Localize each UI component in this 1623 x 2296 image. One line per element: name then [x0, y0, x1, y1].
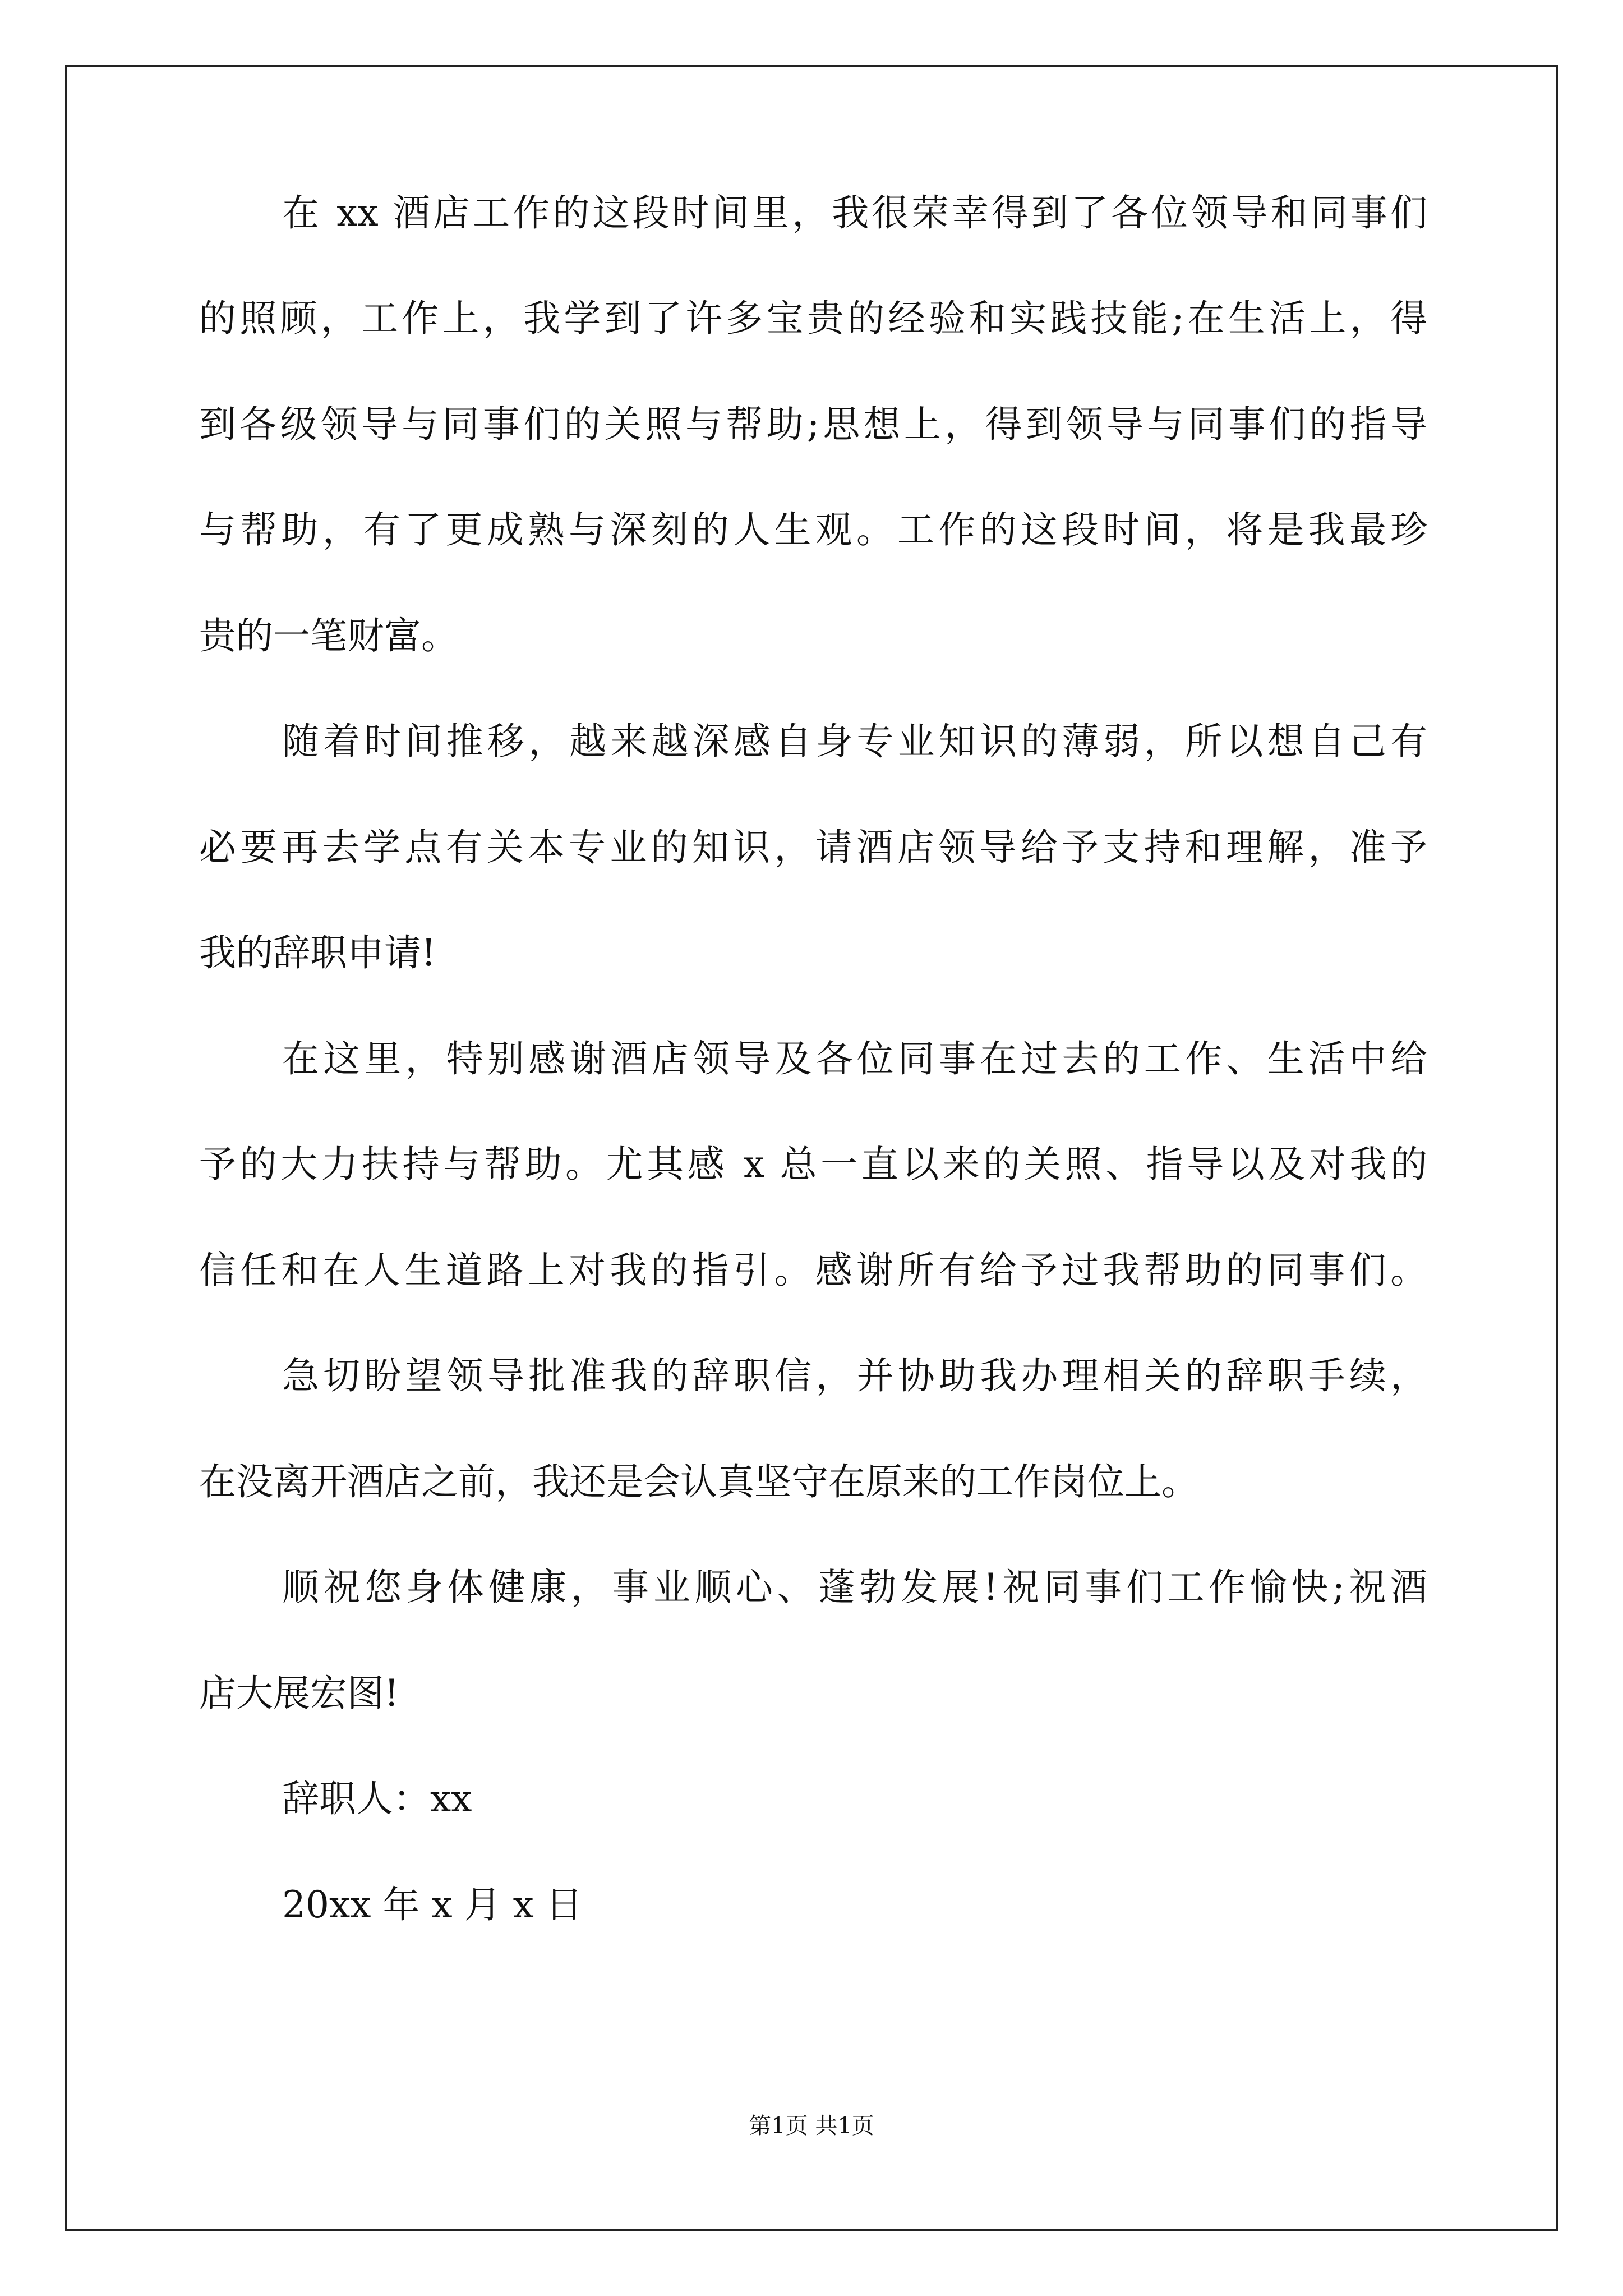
paragraph-2-line-3: 我的辞职申请! [199, 931, 436, 974]
paragraph-5-line-2: 店大展宏图! [199, 1672, 399, 1715]
paragraph-3-line-3: 信任和在人生道路上对我的指引。感谢所有给予过我帮助的同事们。 [199, 1249, 1427, 1292]
resignee-signature: 辞职人：xx [282, 1777, 472, 1820]
paragraph-4-line-1: 急切盼望领导批准我的辞职信，并协助我办理相关的辞职手续， [282, 1354, 1427, 1397]
paragraph-5-line-1: 顺祝您身体健康，事业顺心、蓬勃发展!祝同事们工作愉快;祝酒 [282, 1566, 1427, 1609]
paragraph-1-line-4: 与帮助，有了更成熟与深刻的人生观。工作的这段时间，将是我最珍 [199, 508, 1427, 551]
paragraph-1-line-3: 到各级领导与同事们的关照与帮助;思想上，得到领导与同事们的指导 [199, 403, 1427, 446]
paragraph-3-line-1: 在这里，特别感谢酒店领导及各位同事在过去的工作、生活中给 [282, 1037, 1427, 1080]
paragraph-1-line-1: 在 xx 酒店工作的这段时间里，我很荣幸得到了各位领导和同事们 [282, 191, 1427, 234]
paragraph-4-line-2: 在没离开酒店之前，我还是会认真坚守在原来的工作岗位上。 [199, 1460, 1198, 1503]
paragraph-3-line-2: 予的大力扶持与帮助。尤其感 x 总一直以来的关照、指导以及对我的 [199, 1143, 1427, 1186]
page-footer: 第1页 共1页 [749, 2113, 874, 2139]
paragraph-1-line-2: 的照顾，工作上，我学到了许多宝贵的经验和实践技能;在生活上，得 [199, 297, 1427, 340]
paragraph-2-line-2: 必要再去学点有关本专业的知识，请酒店领导给予支持和理解，准予 [199, 826, 1427, 869]
paragraph-1-line-5: 贵的一笔财富。 [199, 614, 458, 657]
letter-date: 20xx 年 x 月 x 日 [282, 1883, 583, 1926]
paragraph-2-line-1: 随着时间推移，越来越深感自身专业知识的薄弱，所以想自己有 [282, 720, 1427, 763]
